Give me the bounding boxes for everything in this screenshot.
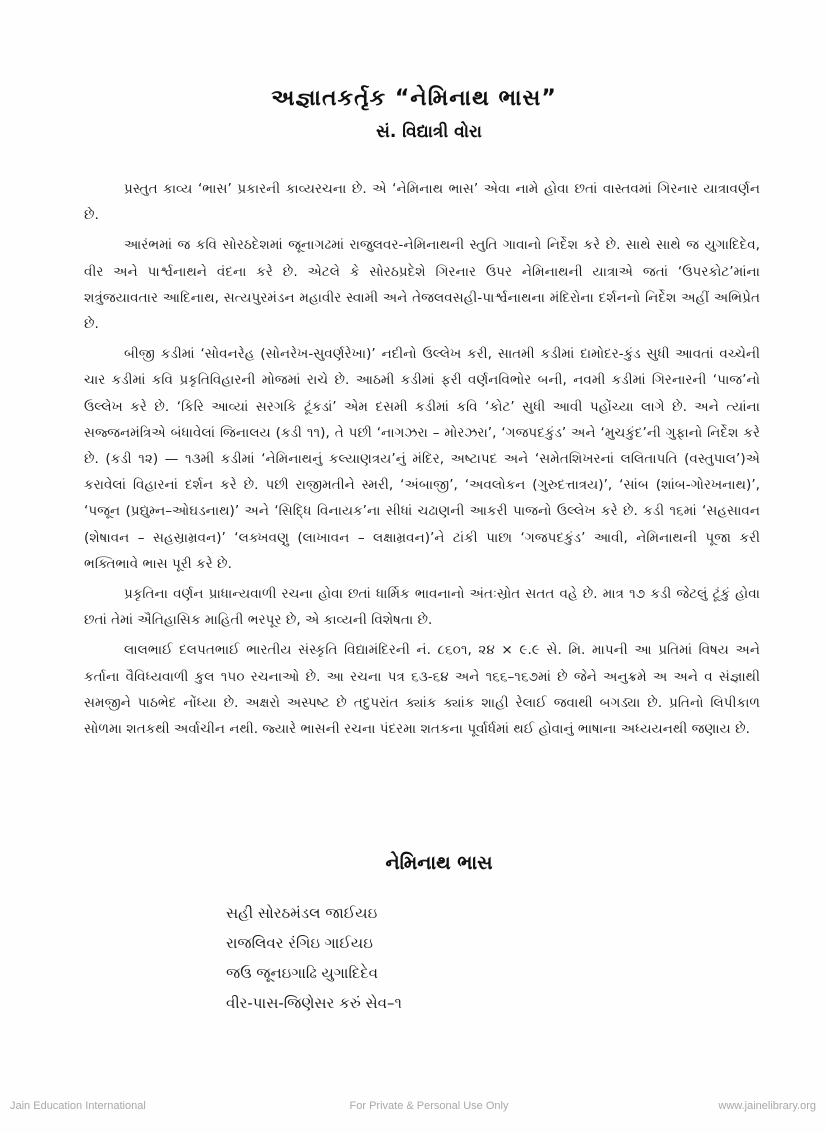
paragraph: લાલભાઈ દલપતભાઈ ભારતીય સંસ્કૃતિ વિદ્યામંદિરની નં. ૮૬૦૧, ૨૪ × ૯.૯ સે. મિ. માપની આ પ્રતિમાં વિષય અને કર્તાના વૈવિધ્યવાળી કુલ ૧૫૦ રચનાઓ છે. આ રચના પત્ર ૬૩-૬૪ અને ૧૬૬–૧૬૭માં છે જેને અનુક્રમે અ અને વ સંજ્ઞાથી સમજીને પાઠભેદ નોંધ્યા છે. અક્ષરો અસ્પષ્ટ છે તદુપરાંત ક્યાંક ક્યાંક શાહી રેલાઈ જવાથી બગડ્યા છે. પ્રતિનો લિપીકાળ સોળમા શતકથી અર્વાચીન નથી. જ્યારે ભાસની રચના પંદરમા શતકના પૂર્વાર્ધમાં થઈ હોવાનું ભાષાના અધ્યયનથી જણાય છે. xyxy=(84,642,760,738)
paragraph: પ્રસ્તુત કાવ્ય ‘ભાસ’ પ્રકારની કાવ્યરચના છે. એ ‘નેમિનાથ ભાસ’ એવા નામે હોવા છતાં વાસ્તવમાં ગિરનાર યાત્રાવર્ણન છે. xyxy=(84,181,760,224)
footer-usage-note: For Private & Personal Use Only xyxy=(349,1100,509,1112)
document-editor: સં. વિદ્યાત્રી વોરા xyxy=(376,122,482,142)
paragraph: બીજી કડીમાં ‘સોવનરેહ (સોનરેખ-સુવર્ણરેખા)’ નદીનો ઉલ્લેખ કરી, સાતમી કડીમાં દામોદર-કુંડ સુધી આવતાં વચ્ચેની ચાર કડીમાં કવિ પ્રકૃતિવિહારની મોજમાં રાચે છે. આઠમી કડીમાં ફરી વર્ણનવિભોર બની, નવમી કડીમાં ગિરનારની ‘પાજ’નો ઉલ્લેખ કરે છે. ‘કિરિ આવ્યાં સરગકિ ટૂંકડાં’ એમ દસમી કડીમાં કવિ ‘કોટ’ સુધી આવી પહોંચ્યા લાગે છે. અને ત્યાંના સજ્જનમંત્રિએ બંધાવેલાં જિનાલય (કડી ૧૧), તે પછી ‘નાગઝરા – મોરઝરા’, ‘ગજપદકુંડ’ અને ‘મુચકુંદ’ની ગુફાનો નિર્દેશ કરે છે. (કડી ૧૨) — ૧૩મી કડીમાં ‘નેમિનાથનું કલ્યાણત્રય’નું મંદિર, અષ્ટાપદ અને ‘સમેતશિખરનાં લલિતાપતિ (વસ્તુપાલ’)એ કરાવેલાં વિહારનાં દર્શન કરે છે. પછી રાજીમતીને સ્મરી, ‘અંબાજી’, ‘અવલોકન (ગુરુદત્તાત્રય)’, ‘સાંબ (શાંબ-ગોરખનાથ)’, ‘પજૂન (પ્રદ્યુમ્ન–ઓઘડનાથ)’ અને ‘સિદ્ધિ વિનાયક’ના સીધાં ચઢાણની આકરી પાજનો ઉલ્લેખ કરે છે. કડી ૧૬માં ‘સહસાવન (શેષાવન – સહસ્રામ્રવન)’ ‘લક્ખવણુ (લાખાવન – લક્ષામ્રવન)’ને ટાંકી પાછા ‘ગજપદકુંડ’ આવી, નેમિનાથની પૂજા કરી ભક્તિભાવે ભાસ પૂરી કરે છે. xyxy=(84,346,760,572)
footer-publisher: Jain Education International xyxy=(10,1100,146,1112)
footer-website-link[interactable]: www.jainelibrary.org xyxy=(718,1100,816,1112)
paragraph: પ્રકૃતિના વર્ણન પ્રાધાન્યવાળી રચના હોવા છતાં ધાર્મિક ભાવનાનો અંતઃસ્રોત સતત વહે છે. માત્ર ૧૭ કડી જેટલું ટૂંકું હોવા છતાં તેમાં ઐતિહાસિક માહિતી ભરપૂર છે, એ કાવ્યની વિશેષતા છે. xyxy=(84,586,760,629)
poem-line: વીર-પાસ-જિણેસર કરું સેવ–૧ xyxy=(226,994,402,1012)
document-body xyxy=(84,176,760,746)
poem-line: રાજલિવર રંગિઇ ગાઈયઇ xyxy=(226,934,373,952)
page-footer xyxy=(0,1100,828,1120)
poem-line: સહી સોરઠમંડલ જાઈયઇ xyxy=(226,904,378,922)
poem-title: નેમિનાથ ભાસ xyxy=(385,852,493,874)
paragraph: આરંભમાં જ કવિ સોરઠદેશમાં જૂનાગઢમાં રાજુલવર-નેમિનાથની સ્તુતિ ગાવાનો નિર્દેશ કરે છે. સાથે સાથે જ યુગાદિદેવ, વીર અને પાર્શ્વનાથને વંદના કરે છે. એટલે કે સોરઠપ્રદેશે ગિરનાર ઉપર નેમિનાથની યાત્રાએ જતાં ‘ઉપરકોટ’માંના શત્રુંજયાવતાર આદિનાથ, સત્યપુરમંડન મહાવીર સ્વામી અને તેજલવસહી-પાર્શ્વનાથના મંદિરોના દર્શનનો નિર્દેશ અહીં અભિપ્રેત છે. xyxy=(84,237,760,333)
poem-verse xyxy=(226,898,626,1018)
document-title: અજ્ઞાતકર્તૃક “નેમિનાથ ભાસ” xyxy=(271,86,557,111)
poem-line: જઉ જૂનઇગાઢિ યુગાદિદેવ xyxy=(226,964,378,982)
